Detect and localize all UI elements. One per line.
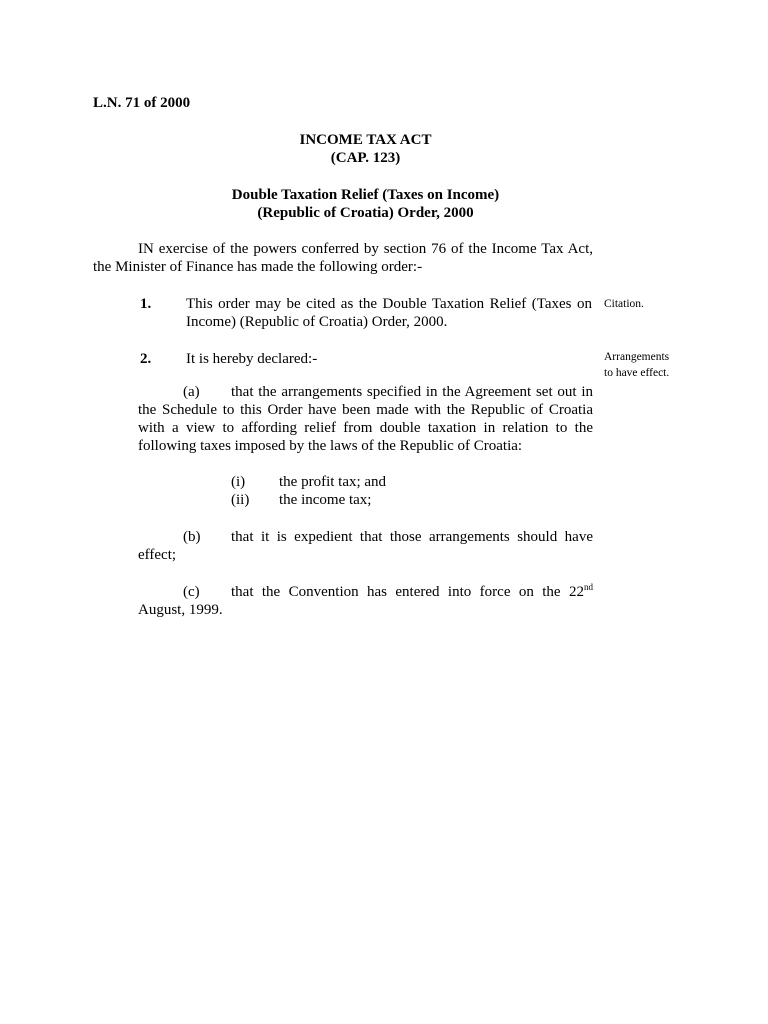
paragraph-c [138, 583, 593, 619]
paragraph-a [138, 383, 593, 455]
tax-item-1-label: (i) [231, 474, 246, 490]
paragraph-c-text: that the Convention has entered into force on the 22 [231, 584, 584, 600]
preamble: IN exercise of the powers conferred by section 76 of the Income Tax Act, the Minister of Finance has made the following order:- [93, 241, 593, 275]
date-ordinal-superscript: nd [584, 582, 593, 592]
paragraph-a-label: (a) [183, 384, 200, 400]
margin-note-arrangements-line1: Arrangements [604, 351, 670, 363]
section-2-text: It is hereby declared:- [186, 351, 318, 367]
order-title-line2: (Republic of Croatia) Order, 2000 [257, 205, 474, 221]
paragraph-b [138, 528, 593, 564]
margin-note-citation: Citation. [604, 298, 644, 310]
act-title: INCOME TAX ACT [299, 132, 432, 148]
paragraph-b-text: that it is expedient that those arrangements should have effect; [138, 529, 593, 563]
tax-item-2-text: the income tax; [279, 492, 372, 508]
notice-number: L.N. 71 of 2000 [93, 95, 191, 111]
paragraph-a-text: that the arrangements specified in the Agreement set out in the Schedule to this Order have been made with the Republic of Croatia with a view to affording relief from double taxation in relation to the following taxes imposed by the laws of the Republic of Croatia: [138, 384, 593, 454]
margin-note-arrangements-line2: to have effect. [604, 367, 670, 379]
paragraph-c-date: August, 1999. [138, 602, 223, 618]
paragraph-b-label: (b) [183, 529, 201, 545]
section-1-number: 1. [140, 296, 152, 312]
section-1-text: This order may be cited as the Double Taxation Relief (Taxes on Income) (Republic of Croatia) Order, 2000. [186, 296, 592, 330]
act-chapter: (CAP. 123) [330, 150, 401, 166]
order-title-line1: Double Taxation Relief (Taxes on Income) [231, 187, 500, 203]
paragraph-c-label: (c) [183, 584, 200, 600]
section-2-number: 2. [140, 351, 152, 367]
tax-item-1-text: the profit tax; and [279, 474, 387, 490]
tax-item-2-label: (ii) [231, 492, 250, 508]
